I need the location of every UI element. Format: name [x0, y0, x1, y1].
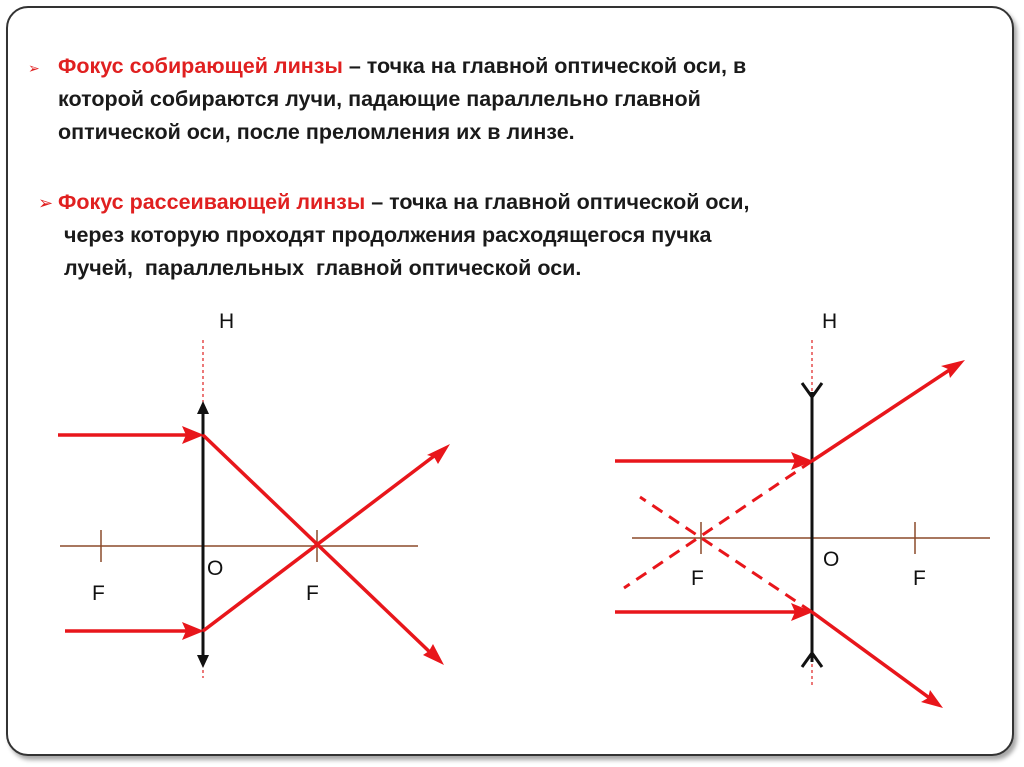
diverging-lens-diagram: [615, 310, 990, 708]
focus-label-left: F: [691, 567, 704, 590]
definition-line-3: оптической оси, после преломления их в линзе.: [58, 120, 575, 144]
bullet-marker-2: ➢: [38, 193, 54, 213]
plane-label: Н: [822, 310, 838, 333]
focus-label-right: F: [306, 582, 319, 605]
lens-arrow-top: [197, 401, 209, 414]
arrowhead: [427, 444, 450, 464]
definition-line-1: – точка на главной оптической оси, в: [348, 54, 747, 78]
definition-line-2: которой собираются лучи, падающие параллельно главной: [58, 87, 701, 111]
definition-line-3: лучей, параллельных главной оптической оси.: [58, 256, 582, 280]
refracted-ray-bottom: [812, 612, 935, 702]
focus-label-left: F: [92, 582, 105, 605]
term-converging-focus: Фокус собирающей линзы: [58, 54, 343, 78]
lens-arrow-bottom: [197, 655, 209, 668]
extension-top: [624, 461, 812, 588]
definition-line-2: через которую проходят продолжения расходящегося пучка: [58, 223, 712, 247]
refracted-ray-top: [812, 365, 957, 461]
extension-bottom: [640, 497, 812, 612]
refracted-ray-bottom: [203, 450, 442, 631]
center-label: О: [207, 557, 224, 580]
center-label: О: [823, 548, 840, 571]
definition-line-1: – точка на главной оптической оси,: [371, 190, 750, 214]
plane-label: Н: [219, 310, 235, 333]
term-diverging-focus: Фокус рассеивающей линзы: [58, 190, 366, 214]
bullet-marker-1: ➢: [28, 60, 40, 76]
converging-lens-diagram: [58, 310, 450, 678]
focus-label-right: F: [913, 567, 926, 590]
